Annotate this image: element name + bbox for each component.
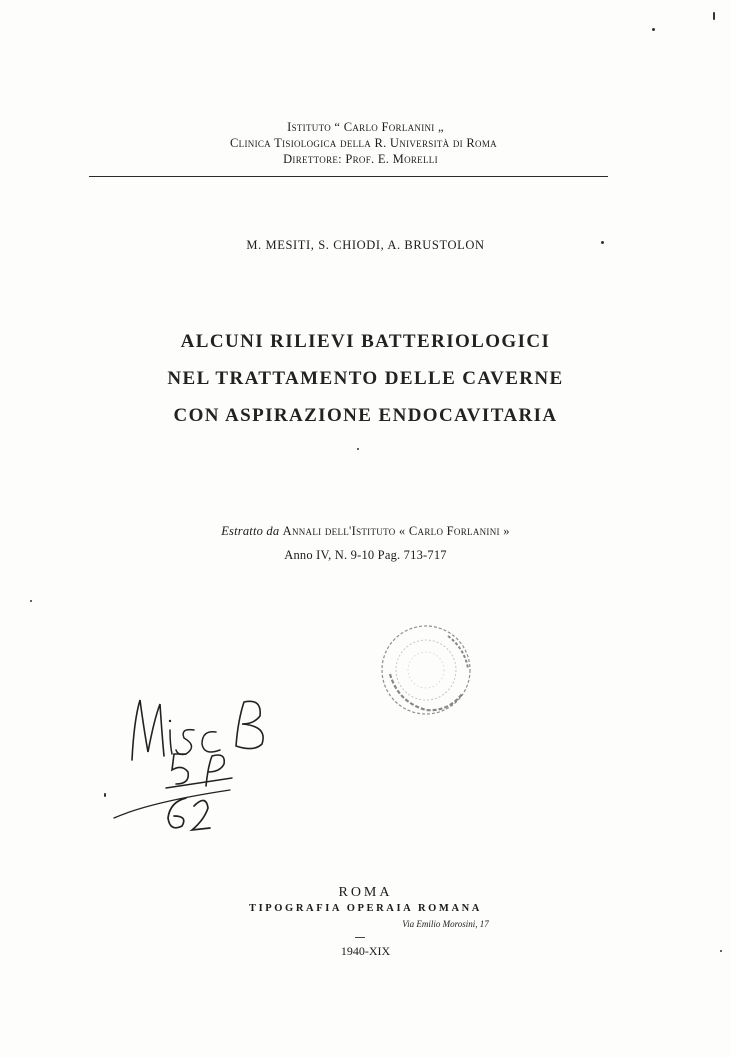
scan-speck	[30, 600, 32, 602]
header-rule	[89, 176, 608, 177]
scan-speck	[104, 793, 106, 797]
clinic-name: Clinica Tisiologica della R. Università di Roma	[230, 136, 497, 150]
publication-year: 1940-XIX	[340, 944, 391, 958]
title-line-3: CON ASPIRAZIONE ENDOCAVITARIA	[173, 405, 558, 426]
publisher-name: TIPOGRAFIA OPERAIA ROMANA	[248, 903, 482, 914]
director-line: Direttore: Prof. E. Morelli	[283, 152, 438, 166]
extract-journal: Annali dell'Istituto « Carlo Forlanini »	[282, 524, 510, 538]
handwritten-shelfmark	[110, 690, 280, 840]
extract-prefix: Estratto da	[221, 524, 280, 538]
publisher-dash	[355, 937, 365, 938]
publisher-city: ROMA	[338, 885, 393, 900]
title-line-1: ALCUNI RILIEVI BATTERIOLOGICI	[180, 331, 551, 352]
title-line-2: NEL TRATTAMENTO DELLE CAVERNE	[167, 368, 564, 389]
authors-line: M. MESITI, S. CHIODI, A. BRUSTOLON	[246, 238, 485, 252]
scan-speck	[357, 448, 359, 450]
publisher-address: Via Emilio Morosini, 17	[402, 919, 489, 929]
institute-name: Istituto “ Carlo Forlanini „	[287, 120, 444, 134]
scan-speck	[652, 28, 655, 31]
extract-details: Anno IV, N. 9-10 Pag. 713-717	[284, 548, 447, 562]
scan-speck	[720, 950, 722, 952]
library-stamp	[378, 622, 474, 718]
scan-speck	[713, 12, 715, 20]
extract-source-line	[0, 524, 731, 539]
scan-speck	[601, 241, 604, 244]
